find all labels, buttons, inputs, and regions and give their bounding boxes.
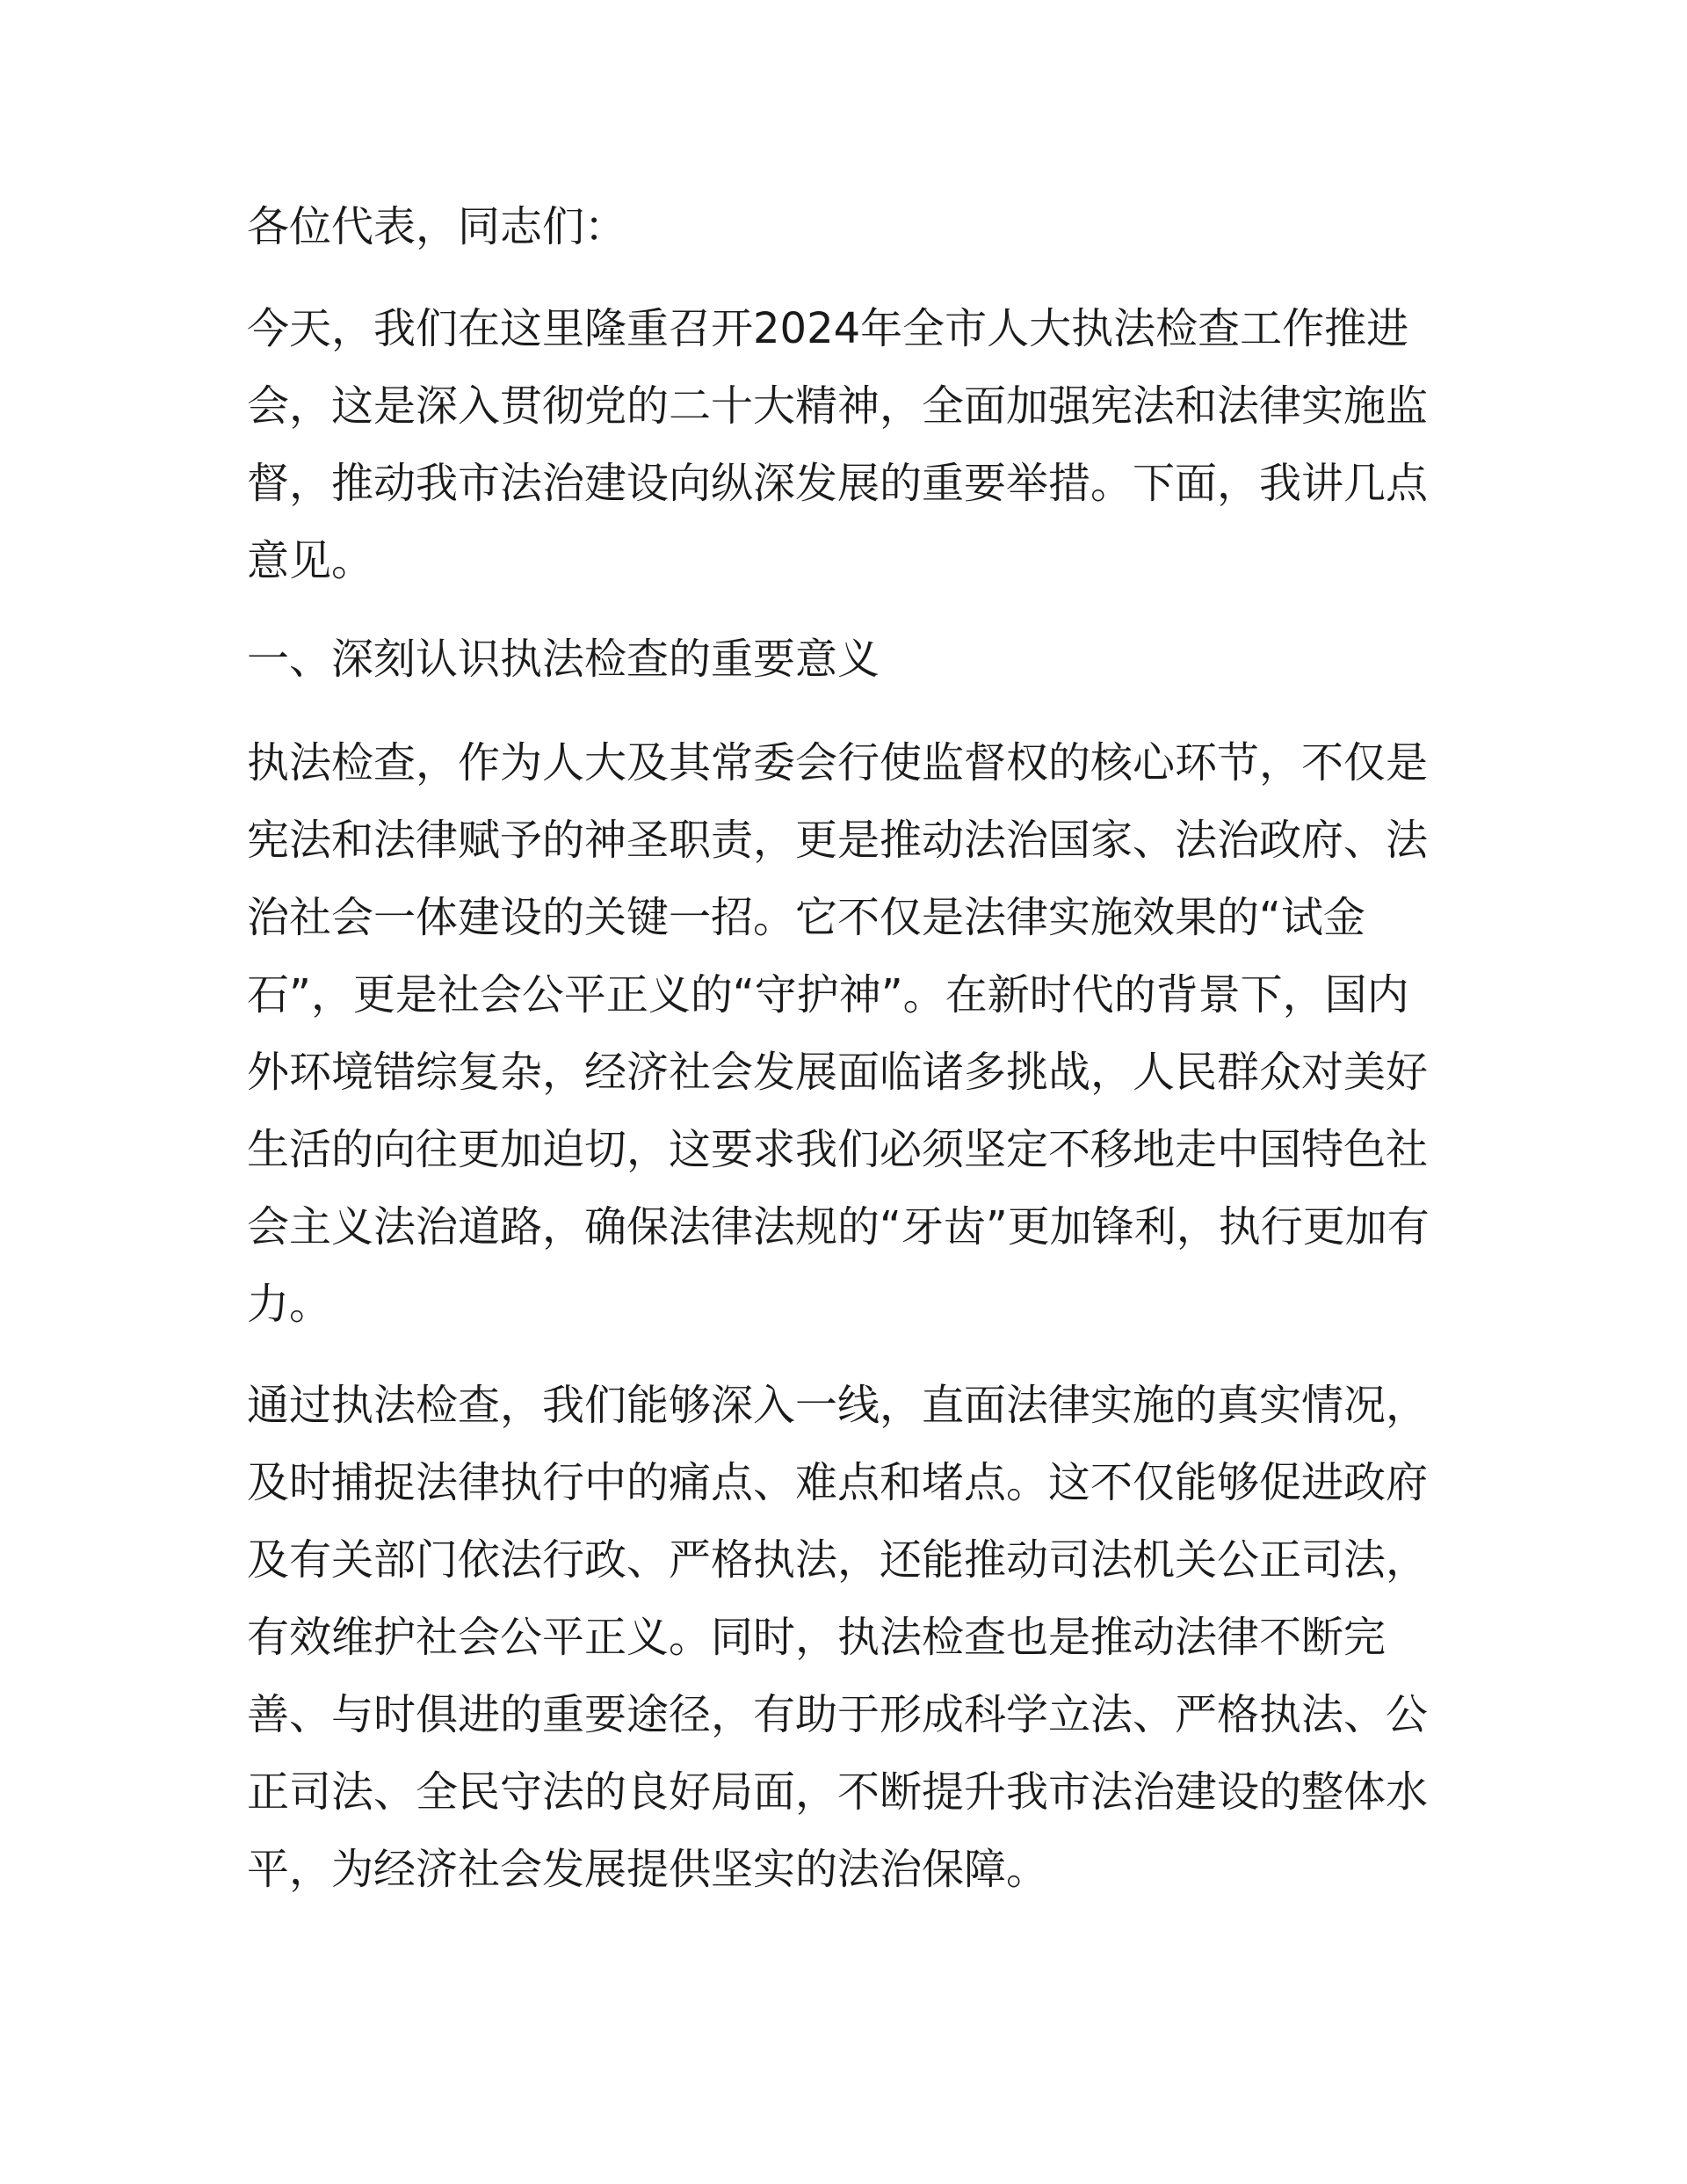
greeting: 各位代表，同志们： xyxy=(247,202,627,251)
paragraph-significance: 执法检查，作为人大及其常委会行使监督权的核心环节，不仅是宪法和法律赋予的神圣职责，更是推动法治国家、法治政府、法治社会一体建设的关键一招。它不仅是法律实施效果的“试金石”，更是社会公平正义的“守护神”。在新时代的背景下，国内外环境错综复杂，经济社会发展面临诸多挑战，人民群众对美好生活的向往更加迫切，这要求我们必须坚定不移地走中国特色社会主义法治道路，确保法律法规的“牙齿”更加锋利，执行更加有力。 xyxy=(247,738,1430,1329)
section-heading: 一、深刻认识执法检查的重要意义 xyxy=(247,635,880,684)
paragraph-benefits: 通过执法检查，我们能够深入一线，直面法律实施的真实情况，及时捕捉法律执行中的痛点、难点和堵点。这不仅能够促进政府及有关部门依法行政、严格执法，还能推动司法机关公正司法，有效维护社会公平正义。同时，执法检查也是推动法律不断完善、与时俱进的重要途径，有助于形成科学立法、严格执法、公正司法、全民守法的良好局面，不断提升我市法治建设的整体水平，为经济社会发展提供坚实的法治保障。 xyxy=(247,1381,1429,1894)
paragraph-intro: 今天，我们在这里隆重召开2024年全市人大执法检查工作推进会，这是深入贯彻党的二十大精神，全面加强宪法和法律实施监督，推动我市法治建设向纵深发展的重要举措。下面，我讲几点意见。 xyxy=(247,304,1429,585)
